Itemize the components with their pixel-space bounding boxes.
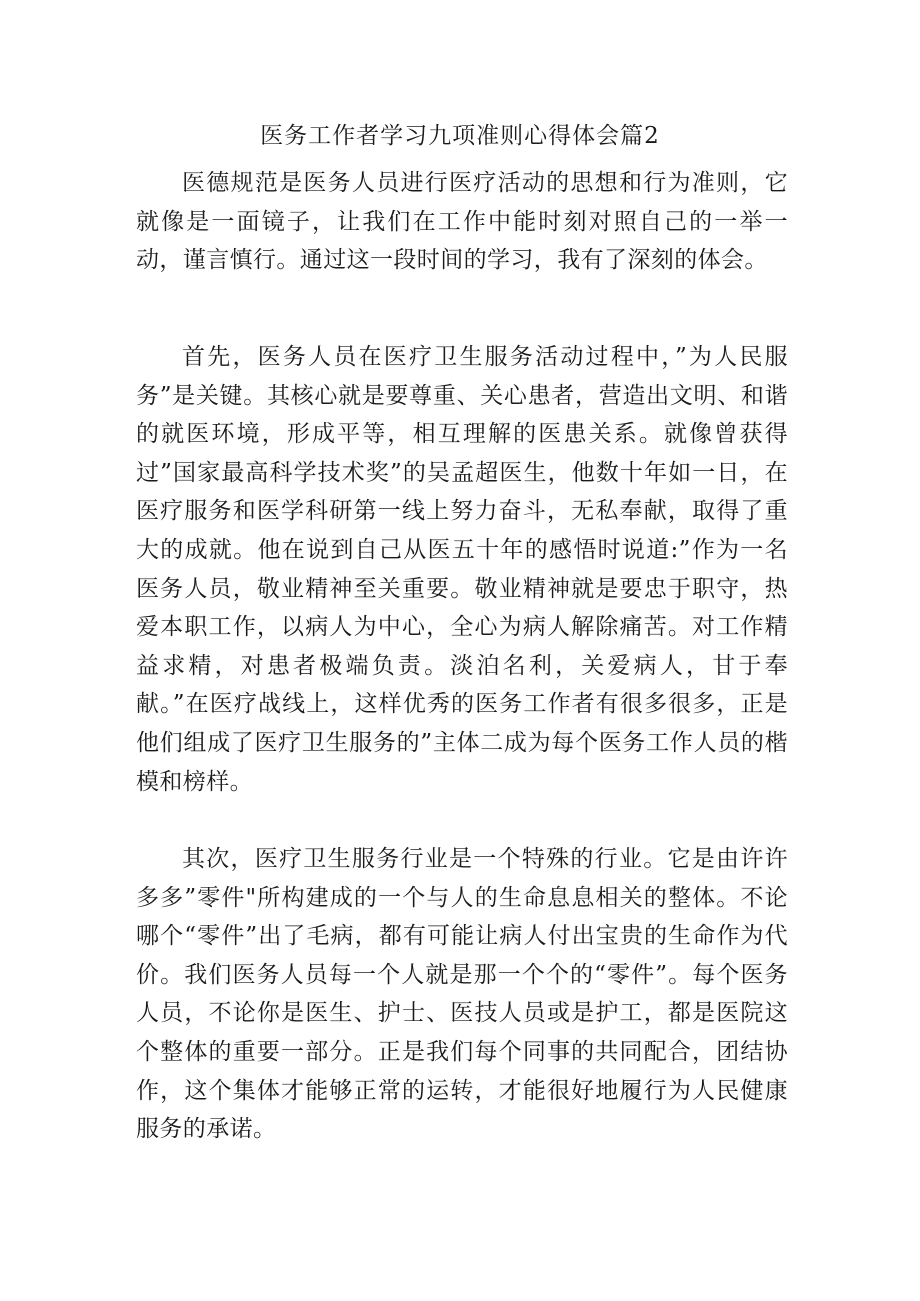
paragraph-1: 医德规范是医务人员进行医疗活动的思想和行为准则，它就像是一面镜子，让我们在工作中能时刻对照自己的一举一动，谨言慎行。通过这一段时间的学习，我有了深刻的体会。 bbox=[136, 170, 788, 274]
document-title: 医务工作者学习九项准则心得体会篇2 bbox=[260, 123, 660, 149]
paragraph-2: 首先，医务人员在医疗卫生服务活动过程中，”为人民服务”是关键。其核心就是要尊重、关心患者，营造出文明、和谐的就医环境，形成平等，相互理解的医患关系。就像曾获得过”国家最高科学技术奖”的吴孟超医生，他数十年如一日，在医疗服务和医学科研第一线上努力奋斗，无私奉献，取得了重大的成就。他在说到自己从医五十年的感悟时说道:”作为一名医务人员，敬业精神至关重要。敬业精神就是要忠于职守，热爱本职工作，以病人为中心，全心为病人解除痛苦。对工作精益求精，对患者极端负责。淡泊名利，关爱病人，甘于奉献。”在医疗战线上，这样优秀的医务工作者有很多很多，正是他们组成了医疗卫生服务的”主体二成为每个医务工作人员的楷模和榜样。 bbox=[136, 344, 788, 795]
paragraph-3: 其次，医疗卫生服务行业是一个特殊的行业。它是由许许多多”零件"所构建成的一个与人的生命息息相关的整体。不论哪个“零件”出了毛病，都有可能让病人付出宝贵的生命作为代价。我们医务人员每一个人就是那一个个的“零件”。每个医务人员，不论你是医生、护士、医技人员或是护工，都是医院这个整体的重要一部分。正是我们每个同事的共同配合，团结协作，这个集体才能够正常的运转，才能很好地履行为人民健康服务的承诺。 bbox=[136, 846, 788, 1143]
